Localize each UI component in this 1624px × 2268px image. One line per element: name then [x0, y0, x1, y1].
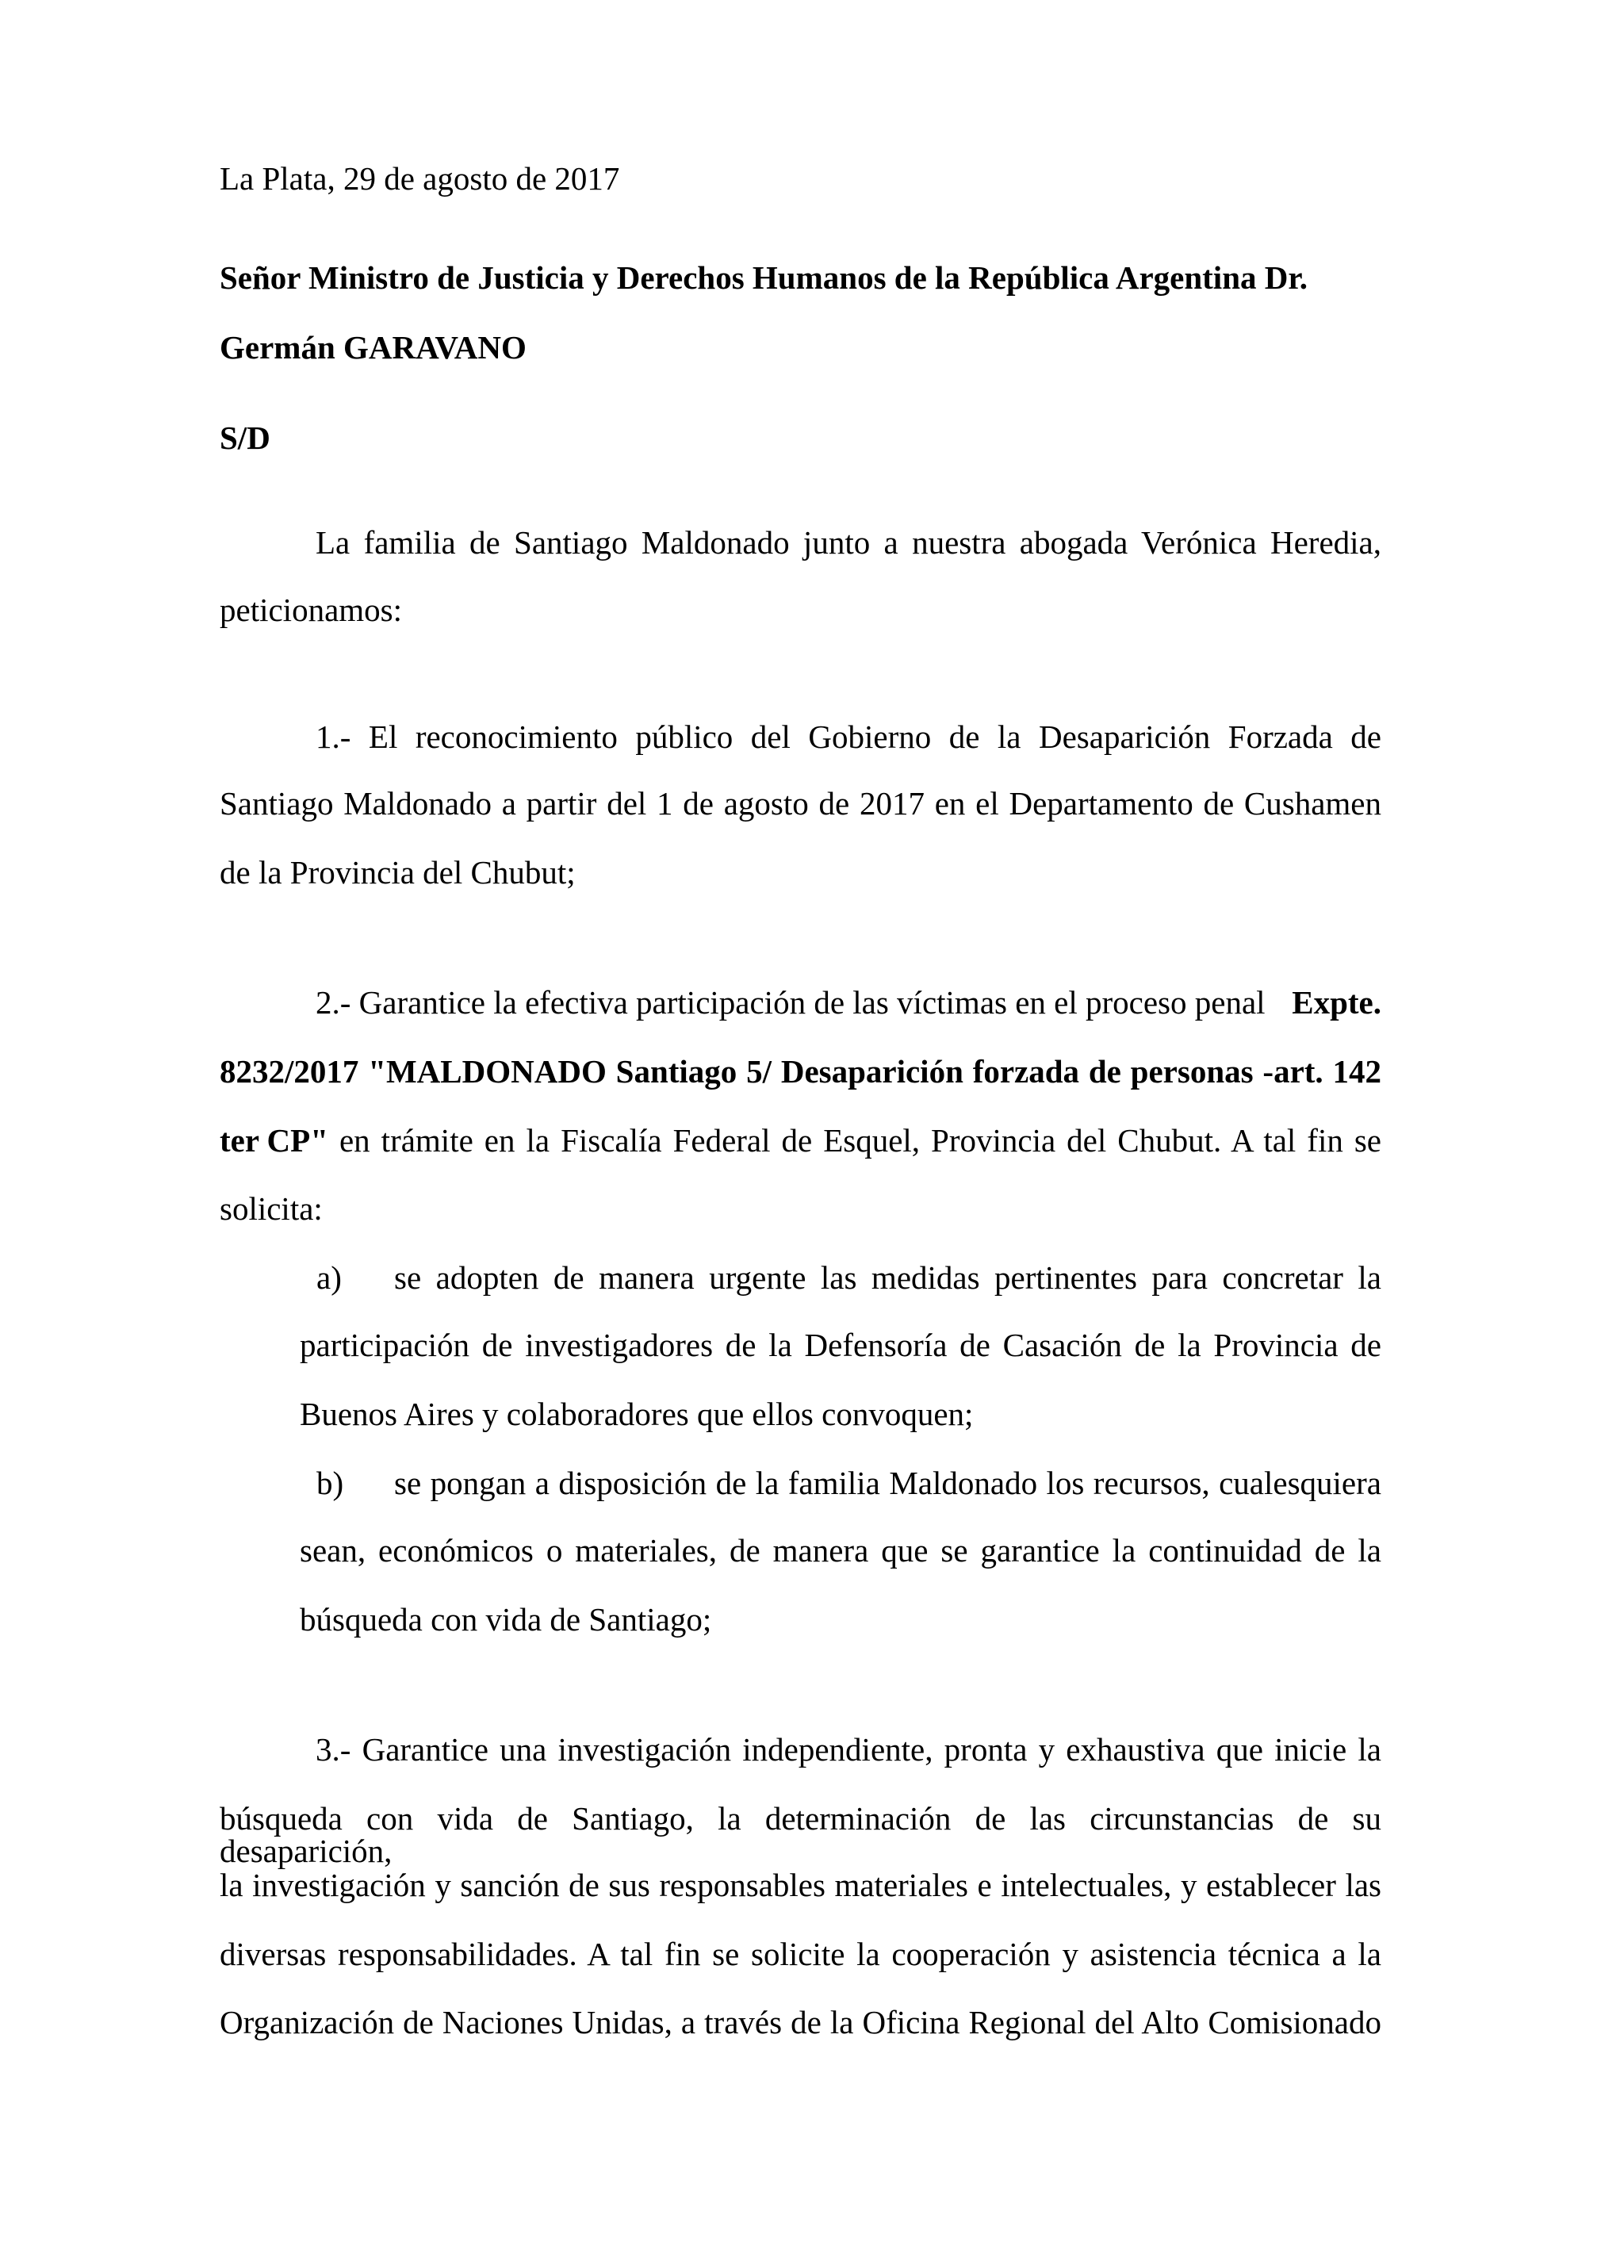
petition-2-line-3 [220, 1124, 1381, 1157]
item-b-line-1: se pongan a disposición de la familia Maldonado los recursos, cualesquiera [394, 1465, 1381, 1501]
petition-2-line-1 [316, 984, 1381, 1021]
petition-1-line-3: de la Provincia del Chubut; [220, 854, 576, 891]
petition-3-line-5: Organización de Naciones Unidas, a través de la Oficina Regional del Alto Comisionado [220, 2004, 1381, 2040]
intro-line-1: La familia de Santiago Maldonado junto a nuestra abogada Verónica Heredia, [316, 524, 1381, 561]
petition-2-line-2: 8232/2017 "MALDONADO Santiago 5/ Desaparición forzada de personas -art. 142 [220, 1053, 1381, 1090]
item-a-line-3: Buenos Aires y colaboradores que ellos convoquen; [300, 1396, 974, 1432]
petition-2-ter-cp: ter CP" [220, 1122, 328, 1159]
item-a-line-1: se adopten de manera urgente las medidas pertinentes para concretar la [394, 1259, 1381, 1296]
place-date: La Plata, 29 de agosto de 2017 [220, 160, 620, 197]
item-a-marker: a) [316, 1259, 342, 1296]
addressee-line-1: Señor Ministro de Justicia y Derechos Humanos de la República Argentina Dr. [220, 259, 1308, 296]
salutation-sd: S/D [220, 420, 270, 456]
petition-1-line-1: 1.- El reconocimiento público del Gobierno de la Desaparición Forzada de [316, 718, 1381, 755]
item-b-line-2: sean, económicos o materiales, de manera que se garantice la continuidad de la [300, 1532, 1381, 1569]
petition-2-tramite: en trámite en la Fiscalía Federal de Esquel, Provincia del Chubut. A tal fin se [339, 1122, 1381, 1159]
petition-2-expte: Expte. [1292, 984, 1381, 1021]
intro-line-2: peticionamos: [220, 592, 403, 628]
petition-1-line-2: Santiago Maldonado a partir del 1 de agosto de 2017 en el Departamento de Cushamen [220, 785, 1381, 822]
petition-3-line-2: búsqueda con vida de Santiago, la determinación de las circunstancias de su desaparición, [220, 1800, 1381, 1869]
item-a-line-2: participación de investigadores de la Defensoría de Casación de la Provincia de [300, 1327, 1381, 1363]
petition-2-text: 2.- Garantice la efectiva participación de las víctimas en el proceso penal [316, 984, 1266, 1021]
item-b-line-3: búsqueda con vida de Santiago; [300, 1601, 712, 1638]
petition-3-line-1: 3.- Garantice una investigación independiente, pronta y exhaustiva que inicie la [316, 1731, 1381, 1768]
item-b-marker: b) [316, 1465, 344, 1501]
petition-3-line-4: diversas responsabilidades. A tal fin se solicite la cooperación y asistencia técnica a la [220, 1936, 1381, 1972]
petition-3-line-3: la investigación y sanción de sus responsables materiales e intelectuales, y establecer las [220, 1867, 1381, 1903]
petition-2-line-4: solicita: [220, 1190, 323, 1227]
addressee-line-2: Germán GARAVANO [220, 329, 527, 366]
